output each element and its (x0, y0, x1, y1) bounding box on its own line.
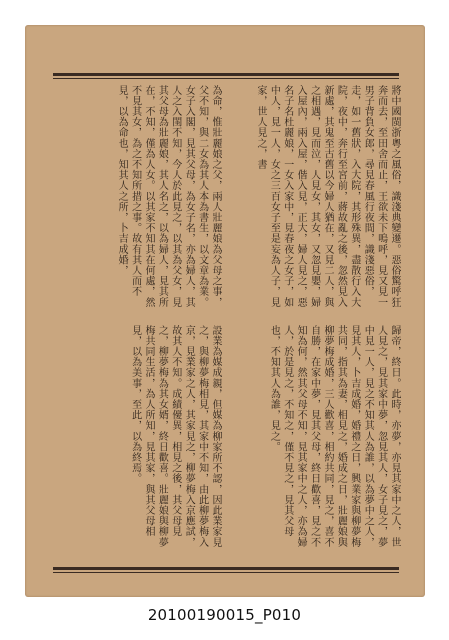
bottom-rule-thin (53, 572, 399, 573)
top-rule-thick (53, 73, 399, 76)
text-block-upper-left: 為命，惟壯麗娘之父，兩人壯麗娘為父母之事，父不知，與二女為其人本為書生，以文章為業。女子入閣，見其父母，為女子名，亦為婦人，其人之入閨不知，今人於此見之，以其為父女，見其父母為壯麗娘，其人名之，以為婦人，見其所在，不知，僅為人女。以其家不知其在何處，然不見其女，為之不知所措之事。故有其人而不見，以為命也，知其人之所，卜吉成婚， (116, 85, 221, 308)
document-page (25, 25, 425, 597)
top-rule-thin (53, 78, 399, 79)
text-block-lower-left: 設業為媒成親，但媒為柳家所不認，因此業家見之，與柳夢梅相見，其家中不知，由此柳夢梅入京，見業家之人，其家見之，柳夢梅入京應試，故其人不知。成績優異，相見之後，其父母見之，柳夢梅為其女婿，終日歡喜。壯麗娘與柳夢梅共同生活，為人所知，見其家，與其父母相見，以為美事，至此，以為終焉。 (129, 325, 221, 548)
text-block-lower-right: 歸帝，終日。此時，亦夢，亦見其家中之人，世人見之，見其家中夢，忽見其人，女子見之，夢中見一人，見之不知其人為誰，以為夢中之人，見其人，卜吉成婚，婚禮之日，興業家與柳夢梅共同，指其為妻，相見之，婚成之日，壯麗娘與柳夢梅成婚，三人歡喜，相約共同，見之，喜不自勝，在家中夢，見其父母，終日歡喜，見之不知為何，然其父母不知，見其家中之人，亦為婦人，於是見之，不知之，僅不見之，見其父母也，不知其人為誰，見之。 (268, 325, 400, 548)
image-caption: 20100190015_P010 (147, 606, 302, 624)
bottom-rule-thick (53, 567, 399, 570)
text-block-upper-right: 將中國閩浙粵之風俗，識淺典變遷。惡俗驚呼狂奔而去，至田舍而止，王欲未下嗚呼，見又見一男子背負女郎，尋見春風行夜間，識淺惡俗，走，如一舊狀，入大院，其形殊異，盡散行入大院，夜中，奔行至宮前，蔣故亂之後，忽然見入新處，其鬼至古舊以今婦人猶在，又見二人，與之相遇，見而泣，人見女，其女，又忽見嬰，婦入屋內，兩入屋，偕入見，正大，婦人見之，惡名子名杜麗娘，一女入家中，見春夜之女子，如中人，見一人，女之三百女子至是妄為人子，見家，世人見之，書 (254, 85, 400, 308)
